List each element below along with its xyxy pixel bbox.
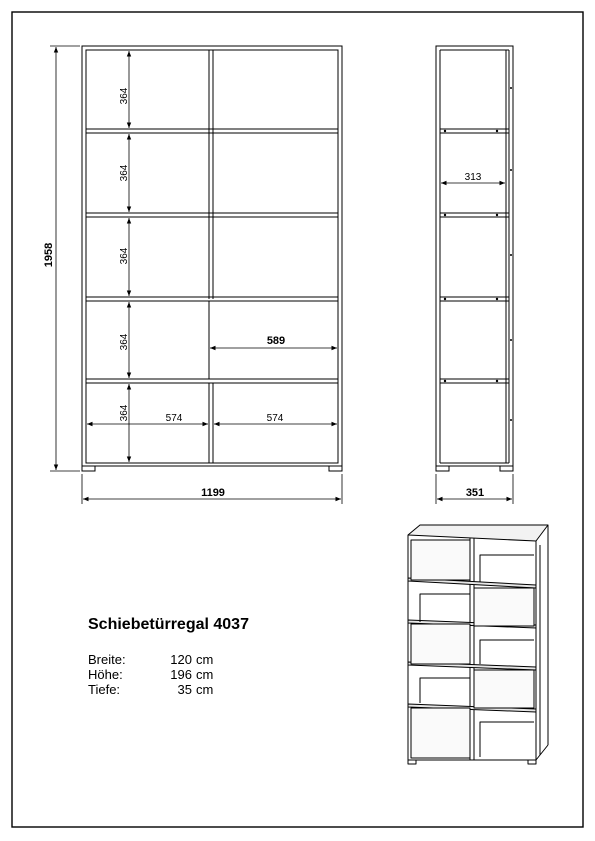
spec-value: 196: [170, 667, 192, 682]
spec-value: 120: [170, 652, 192, 667]
shelf: [86, 213, 338, 217]
spec-label: Breite:: [88, 652, 126, 667]
total-width-label: 1199: [201, 487, 225, 499]
side-shelf: [440, 379, 509, 383]
door-width-label: 589: [266, 335, 286, 347]
shelf-height-label: 364: [119, 404, 130, 422]
spec-unit: cm: [196, 652, 214, 667]
spec-row-height: [88, 667, 328, 682]
side-foot: [436, 466, 449, 471]
side-shelf: [440, 213, 509, 217]
side-view: [436, 46, 513, 471]
side-dimension-lines: [436, 183, 513, 504]
shelf: [86, 297, 338, 301]
side-outline: [436, 46, 513, 466]
perspective-door: [474, 588, 534, 626]
perspective-view: [408, 525, 548, 764]
product-title: Schiebetürregal 4037: [88, 616, 249, 633]
perspective-door: [474, 670, 534, 708]
total-height-label: 1958: [43, 242, 55, 268]
compartment-width-label: 574: [266, 413, 284, 424]
product-info: [88, 616, 328, 697]
inner-depth-label: 313: [464, 172, 482, 183]
compartment-width-label: 574: [165, 413, 183, 424]
perspective-door: [411, 708, 470, 758]
shelf-height-label: 364: [119, 164, 130, 182]
shelf-height-label: 364: [119, 87, 130, 105]
side-foot: [500, 466, 513, 471]
spec-label: Höhe:: [88, 667, 123, 682]
spec-unit: cm: [196, 667, 214, 682]
spec-row-width: [88, 652, 328, 667]
spec-row-depth: [88, 682, 328, 697]
shelf: [86, 129, 338, 133]
side-shelf-pins: [444, 87, 512, 421]
spec-unit: cm: [196, 682, 214, 697]
perspective-door: [411, 540, 470, 580]
shelf-height-label: 364: [119, 333, 130, 351]
perspective-door: [411, 624, 470, 664]
side-shelf: [440, 297, 509, 301]
cabinet-foot: [82, 466, 95, 471]
shelf-height-label: 364: [119, 247, 130, 265]
side-shelf: [440, 129, 509, 133]
spec-value: 35: [177, 682, 192, 697]
shelf: [86, 379, 338, 383]
spec-label: Tiefe:: [88, 682, 121, 697]
total-depth-label: 351: [465, 487, 485, 499]
cabinet-foot: [329, 466, 342, 471]
front-dimension-lines: [50, 46, 342, 504]
